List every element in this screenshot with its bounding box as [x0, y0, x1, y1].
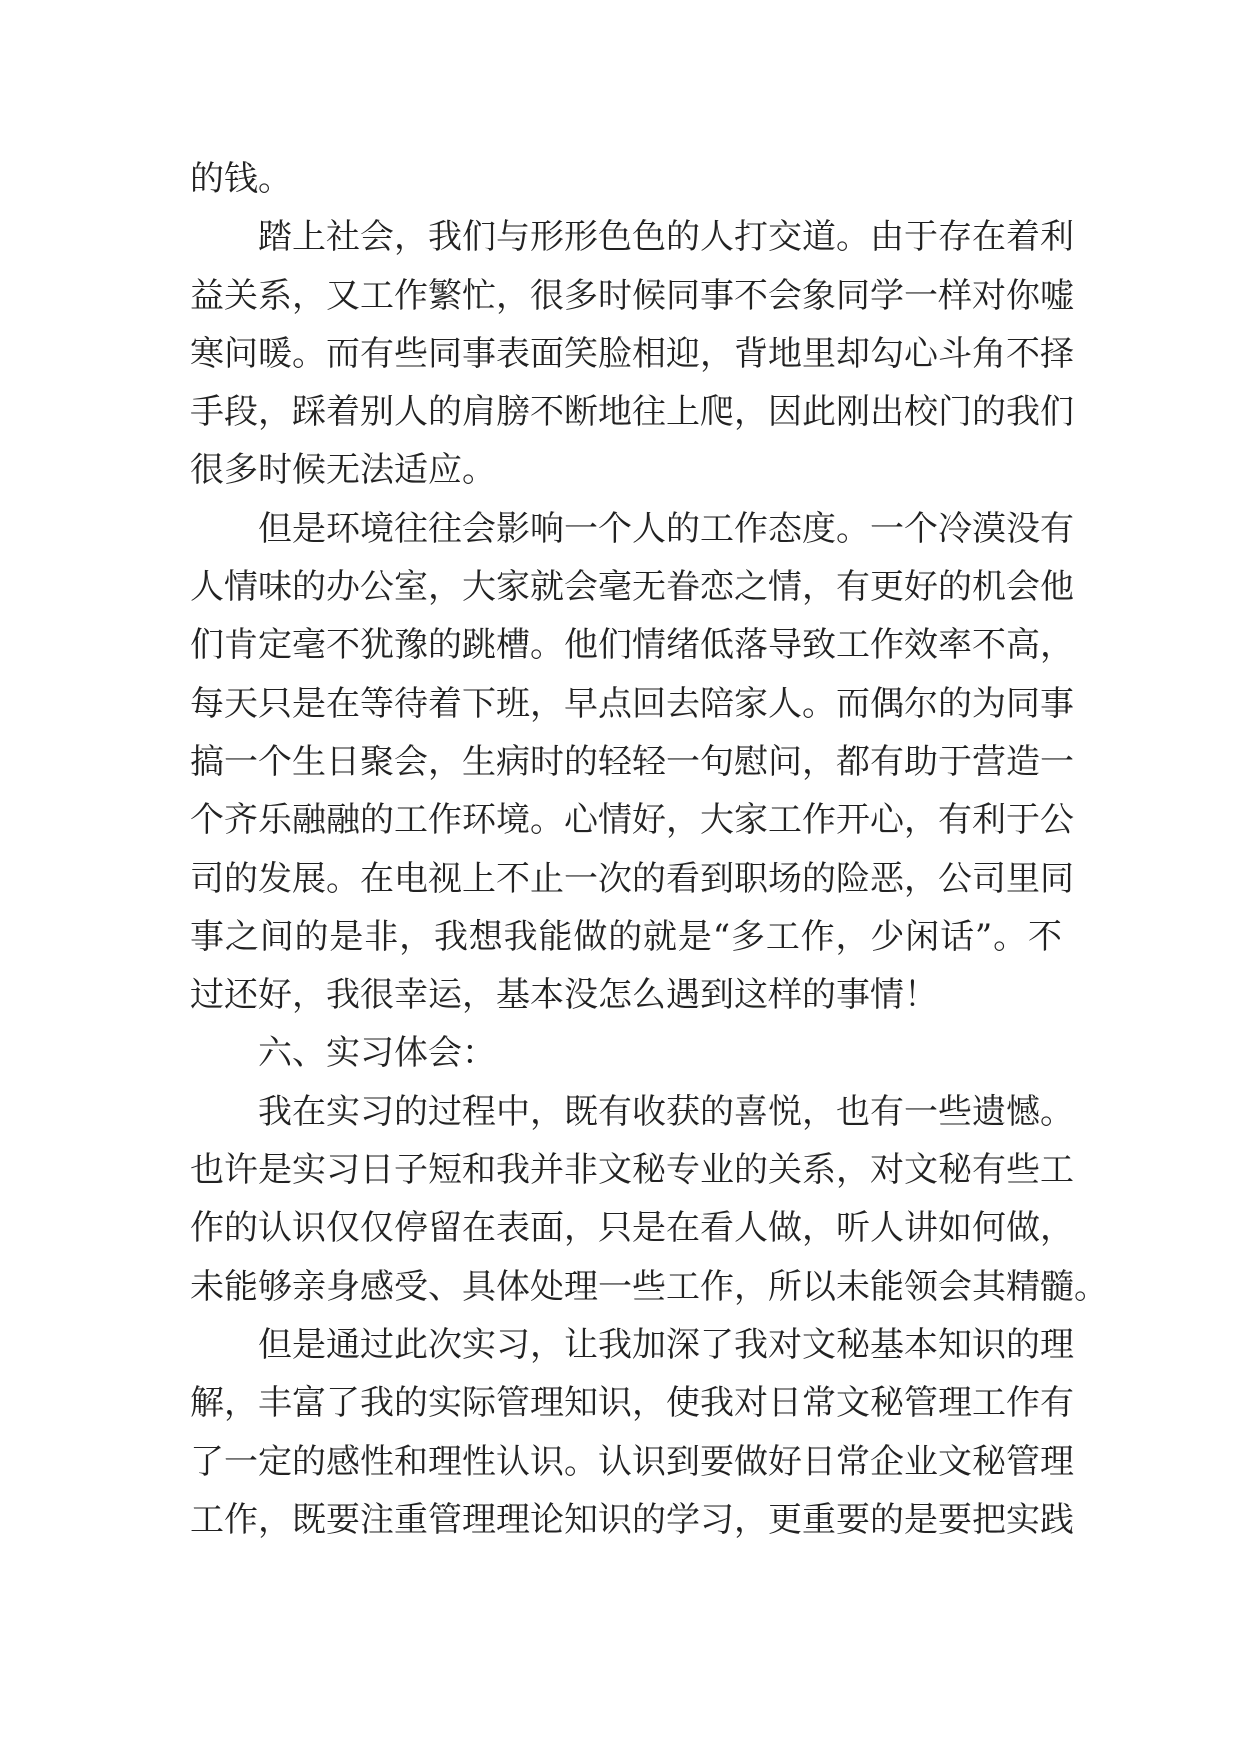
text-line: 的钱。 — [190, 159, 292, 199]
text-line: 们肯定毫不犹豫的跳槽。他们情绪低落导致工作效率不高， — [190, 625, 1074, 666]
text-line: 解，丰富了我的实际管理知识，使我对日常文秘管理工作有 — [190, 1383, 1074, 1424]
text-line: 手段，踩着别人的肩膀不断地往上爬，因此刚出校门的我们 — [190, 392, 1074, 433]
section-heading: 六、实习体会： — [258, 1033, 496, 1074]
text-line: 但是环境往往会影响一个人的工作态度。一个冷漠没有 — [258, 508, 1074, 549]
text-line: 但是通过此次实习，让我加深了我对文秘基本知识的理 — [258, 1324, 1074, 1365]
text-line: 工作，既要注重管理理论知识的学习，更重要的是要把实践 — [190, 1499, 1074, 1540]
text-line: 寒问暖。而有些同事表面笑脸相迎，背地里却勾心斗角不择 — [190, 333, 1074, 374]
text-line: 过还好，我很幸运，基本没怎么遇到这样的事情！ — [190, 975, 938, 1016]
text-line: 了一定的感性和理性认识。认识到要做好日常企业文秘管理 — [190, 1441, 1074, 1482]
text-line: 我在实习的过程中，既有收获的喜悦，也有一些遗憾。 — [258, 1091, 1074, 1132]
text-line: 踏上社会，我们与形形色色的人打交道。由于存在着利 — [258, 217, 1074, 258]
text-line: 也许是实习日子短和我并非文秘专业的关系，对文秘有些工 — [190, 1150, 1074, 1191]
text-line: 事之间的是非，我想我能做的就是“多工作，少闲话”。不 — [190, 916, 1062, 957]
text-line: 个齐乐融融的工作环境。心情好，大家工作开心，有利于公 — [190, 800, 1074, 841]
body-text — [190, 150, 1108, 1549]
text-line: 搞一个生日聚会，生病时的轻轻一句慰问，都有助于营造一 — [190, 741, 1074, 782]
text-line: 司的发展。在电视上不止一次的看到职场的险恶，公司里同 — [190, 858, 1074, 899]
text-line: 每天只是在等待着下班，早点回去陪家人。而偶尔的为同事 — [190, 683, 1074, 724]
text-line: 作的认识仅仅停留在表面，只是在看人做，听人讲如何做， — [190, 1208, 1074, 1249]
text-line: 人情味的办公室，大家就会毫无眷恋之情，有更好的机会他 — [190, 567, 1074, 608]
text-line: 未能够亲身感受、具体处理一些工作，所以未能领会其精髓。 — [190, 1266, 1108, 1307]
text-line: 很多时候无法适应。 — [190, 450, 496, 491]
text-line: 益关系，又工作繁忙，很多时候同事不会象同学一样对你嘘 — [190, 275, 1074, 316]
